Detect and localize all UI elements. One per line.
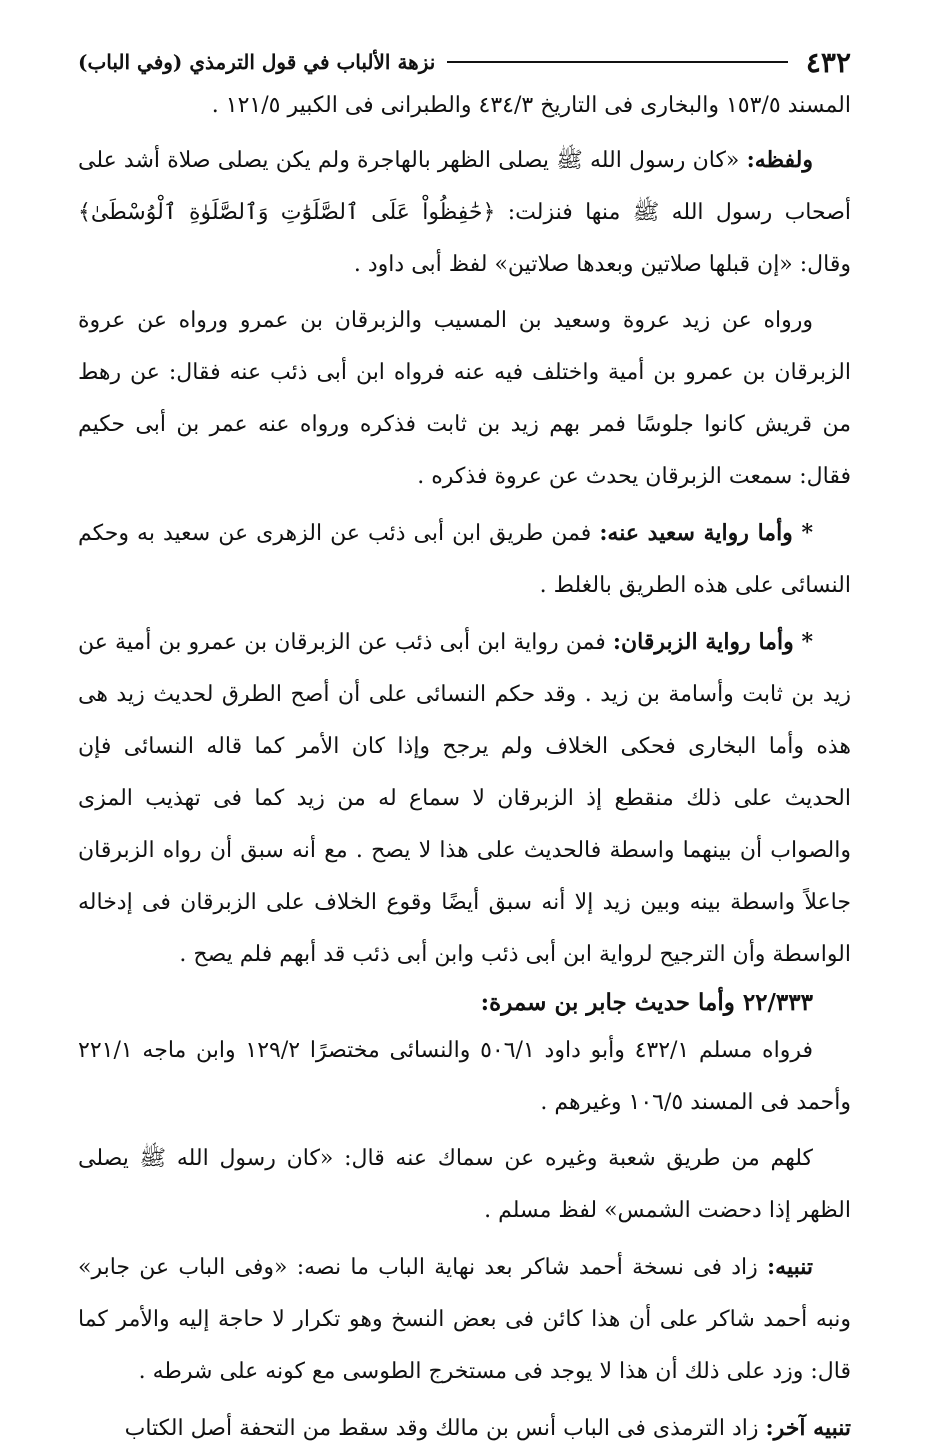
paragraph-text: كلهم من طريق شعبة وغيره عن سماك عنه قال: «كان رسول الله ﷺ يصلى الظهر إذا دحضت الشمس» لفظ مسلم . (78, 1146, 851, 1223)
paragraph (78, 1402, 851, 1455)
paragraph-lead: * وأما رواية الزبرقان: (612, 629, 813, 655)
paragraph (78, 616, 851, 981)
paragraph-text: زاد فى نسخة أحمد شاكر بعد نهاية الباب ما نصه: «وفى الباب عن جابر» ونبه أحمد شاكر على أن هذا كائن فى بعض النسخ وهو تكرار لا حاجة إليه والأمر كما قال: وزد على ذلك أن هذا لا يوجد فى مستخرج الطوسى مع كونه على شرطه . (78, 1255, 851, 1384)
header-rule (447, 61, 788, 63)
running-header (78, 42, 851, 82)
page-number: ٤٣٢ (805, 45, 851, 79)
paragraph-text: «كان رسول الله ﷺ يصلى الظهر بالهاجرة ولم يكن يصلى صلاة أشد على أصحاب رسول الله ﷺ منها فنزلت: ﴿حَٰفِظُواْ عَلَى ٱلصَّلَوَٰتِ وَٱلصَّلَوٰةِ ٱلْوُسْطَىٰ﴾ وقال: «إن قبلها صلاتين وبعدها صلاتين» لفظ أبى داود . (78, 148, 851, 277)
paragraph (78, 295, 851, 503)
paragraph (78, 82, 851, 130)
paragraph-text: فمن رواية ابن أبى ذئب عن الزبرقان بن عمرو بن أمية عن زيد بن ثابت وأسامة بن زيد . وقد حكم النسائى على أن أصح الطرق لحديث زيد هى هذه وأما البخارى فحكى الخلاف ولم يرجح وإذا كان الأمر كما قاله النسائى فإن الحديث على ذلك منقطع إذ الزبرقان لا سماع له من زيد كما فى تهذيب المزى والصواب أن بينهما واسطة فالحديث على هذا لا يصح . مع أنه سبق أن رواه الزبرقان جاعلاً واسطة بينه وبين زيد إلا أنه سبق أيضًا وقوع الخلاف على الزبرقان فى إدخاله الواسطة وأن الترجيح لرواية ابن أبى ذئب وابن أبى ذئب قد أبهم فلم يصح . (78, 630, 851, 967)
paragraph (78, 134, 851, 291)
paragraph (78, 1025, 851, 1129)
page-body (78, 82, 851, 1455)
paragraph-text: فمن طريق ابن أبى ذئب عن الزهرى عن سعيد به وحكم النسائى على هذه الطريق بالغلط . (78, 521, 851, 598)
paragraph-lead: * وأما رواية سعيد عنه: (599, 520, 814, 546)
paragraph-text: ورواه عن زيد عروة وسعيد بن المسيب والزبرقان بن عمرو ورواه عن عروة الزبرقان بن عمرو بن أمية واختلف فيه عنه فرواه ابن أبى ذئب عنه فقال: عن رهط من قريش كانوا جلوسًا فمر بهم زيد بن ثابت فذكره ورواه عنه عمر بن أبى حكيم فقال: سمعت الزبرقان يحدث عن عروة فذكره . (78, 308, 851, 489)
header-title: نزهة الألباب في قول الترمذي (وفي الباب) (78, 50, 436, 74)
paragraph (78, 1241, 851, 1398)
section-title: ٢٢/٣٣٣ وأما حديث جابر بن سمرة: (480, 989, 813, 1016)
paragraph-text: المسند ١٥٣/٥ والبخارى فى التاريخ ٤٣٤/٣ والطبرانى فى الكبير ١٢١/٥ . (211, 93, 851, 118)
paragraph-lead: تنبيه آخر: (765, 1415, 851, 1441)
paragraph (78, 507, 851, 612)
paragraph-text: فرواه مسلم ٤٣٢/١ وأبو داود ٥٠٦/١ والنسائى مختصرًا ١٢٩/٢ وابن ماجه ٢٢١/١ وأحمد فى المسند ١٠٦/٥ وغيرهم . (78, 1038, 851, 1115)
paragraph-lead: ولفظه: (746, 147, 813, 173)
paragraph-lead: تنبيه: (767, 1254, 813, 1280)
paragraph (78, 1133, 851, 1237)
paragraph-text: زاد الترمذى فى الباب أنس بن مالك وقد سقط من التحفة أصل الكتاب (124, 1416, 766, 1441)
